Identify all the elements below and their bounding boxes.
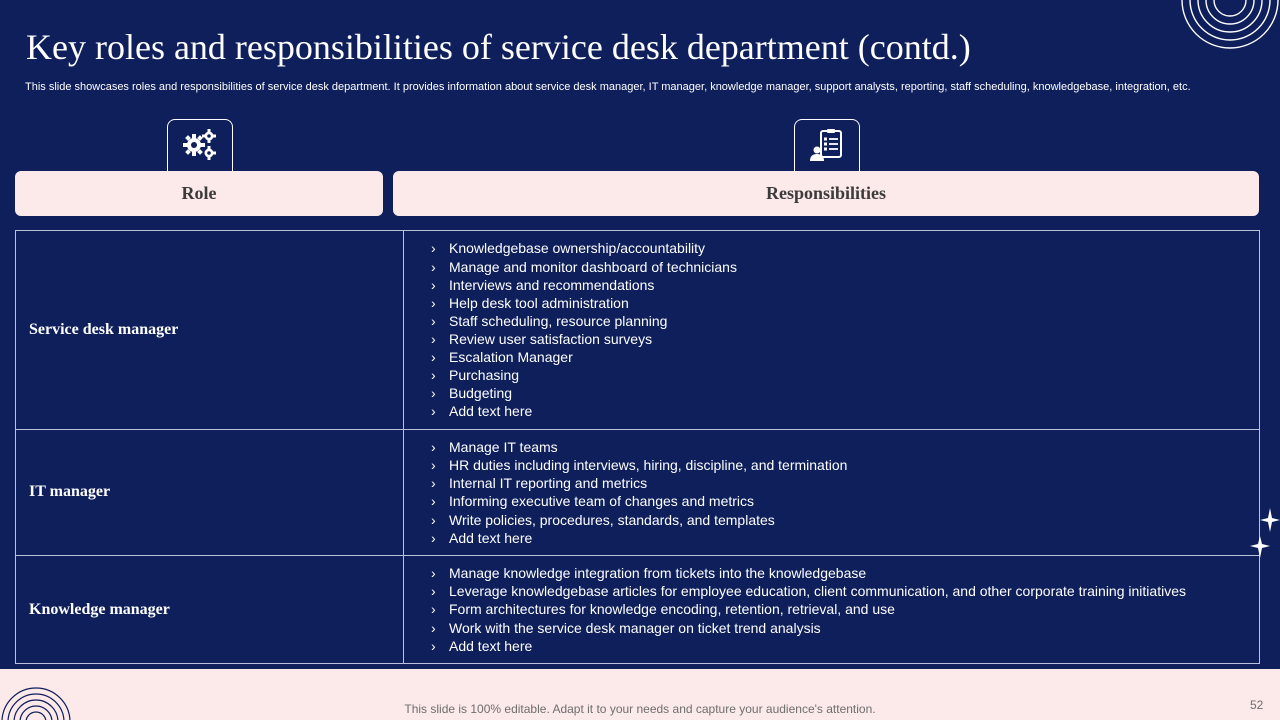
- role-name: Service desk manager: [16, 231, 404, 430]
- responsibilities-header: [393, 171, 1259, 216]
- responsibility-text: Form architectures for knowledge encoding, retention, retrieval, and use: [449, 601, 895, 618]
- responsibility-text: Purchasing: [449, 367, 520, 384]
- list-item: [431, 402, 1259, 420]
- chevron-right-icon: ›: [431, 583, 436, 600]
- chevron-right-icon: ›: [431, 457, 436, 474]
- chevron-right-icon: ›: [431, 294, 436, 311]
- list-item: [431, 276, 1259, 294]
- list-item: [431, 492, 1259, 510]
- chevron-right-icon: ›: [431, 511, 436, 528]
- responsibility-text: Manage IT teams: [449, 439, 558, 456]
- responsibility-text: Manage and monitor dashboard of technicians: [449, 258, 737, 275]
- chevron-right-icon: ›: [431, 240, 436, 257]
- list-item: [431, 564, 1259, 582]
- list-item: [431, 239, 1259, 257]
- chevron-right-icon: ›: [431, 367, 436, 384]
- role-name: Knowledge manager: [16, 556, 404, 664]
- responsibility-list: [431, 239, 1259, 420]
- list-item: [431, 258, 1259, 276]
- footer-note: This slide is 100% editable. Adapt it to your needs and capture your audience's attention.: [404, 702, 876, 716]
- list-item: [431, 529, 1259, 547]
- responsibilities-header-label: Responsibilities: [765, 183, 887, 203]
- chevron-right-icon: ›: [431, 601, 436, 618]
- roles-table-body: [16, 231, 1260, 664]
- list-item: [431, 384, 1259, 402]
- responsibility-text: Add text here: [449, 637, 533, 654]
- chevron-right-icon: ›: [431, 529, 436, 546]
- responsibility-text: Work with the service desk manager on ticket trend analysis: [449, 619, 821, 636]
- roles-table: [15, 230, 1260, 664]
- list-item: [431, 348, 1259, 366]
- chevron-right-icon: ›: [431, 330, 436, 347]
- chevron-right-icon: ›: [431, 637, 436, 654]
- responsibility-text: Staff scheduling, resource planning: [449, 312, 668, 329]
- responsibilities-icon-tab: [794, 119, 860, 175]
- chevron-right-icon: ›: [431, 565, 436, 582]
- responsibility-text: Escalation Manager: [449, 349, 573, 366]
- chevron-right-icon: ›: [431, 403, 436, 420]
- list-item: [431, 600, 1259, 618]
- responsibility-text: Manage knowledge integration from tickets into the knowledgebase: [449, 565, 867, 582]
- role-name: IT manager: [16, 429, 404, 555]
- slide-title: Key roles and responsibilities of service desk department (contd.): [26, 27, 971, 67]
- page-number: 52: [1250, 698, 1264, 712]
- responsibility-list: [431, 564, 1259, 654]
- chevron-right-icon: ›: [431, 439, 436, 456]
- responsibility-text: Knowledgebase ownership/accountability: [449, 240, 706, 257]
- list-item: [431, 637, 1259, 655]
- table-row: [16, 429, 1260, 555]
- responsibility-text: Informing executive team of changes and metrics: [449, 493, 755, 510]
- responsibility-text: Help desk tool administration: [449, 294, 629, 311]
- slide-subtitle: This slide showcases roles and responsibilities of service desk department. It provides information about service desk manager, IT manager, knowledge manager, support analysts, reporting, staff scheduling, knowledgebase, integration, etc.: [25, 81, 1191, 93]
- list-item: [431, 294, 1259, 312]
- list-item: [431, 619, 1259, 637]
- chevron-right-icon: ›: [431, 258, 436, 275]
- chevron-right-icon: ›: [431, 619, 436, 636]
- concentric-arcs-decoration: [1180, 0, 1280, 50]
- role-header: [15, 171, 383, 216]
- responsibilities-cell: [404, 556, 1260, 664]
- chevron-right-icon: ›: [431, 385, 436, 402]
- responsibilities-cell: [404, 231, 1260, 430]
- role-header-label: Role: [181, 183, 217, 203]
- role-icon-tab: [167, 119, 233, 175]
- responsibility-text: HR duties including interviews, hiring, discipline, and termination: [449, 457, 848, 474]
- chevron-right-icon: ›: [431, 349, 436, 366]
- responsibility-text: Leverage knowledgebase articles for employee education, client communication, and other corporate training initiatives: [449, 583, 1186, 600]
- chevron-right-icon: ›: [431, 312, 436, 329]
- list-item: [431, 330, 1259, 348]
- responsibilities-cell: [404, 429, 1260, 555]
- gears-icon: [182, 128, 218, 162]
- chevron-right-icon: ›: [431, 276, 436, 293]
- list-item: [431, 366, 1259, 384]
- responsibility-text: Budgeting: [449, 385, 513, 402]
- responsibility-text: Add text here: [449, 403, 533, 420]
- responsibility-text: Internal IT reporting and metrics: [449, 475, 648, 492]
- list-item: [431, 511, 1259, 529]
- table-row: [16, 231, 1260, 430]
- sparkle-decoration: [1246, 506, 1280, 564]
- list-item: [431, 438, 1259, 456]
- chevron-right-icon: ›: [431, 493, 436, 510]
- list-item: [431, 456, 1259, 474]
- list-item: [431, 474, 1259, 492]
- list-item: [431, 582, 1259, 600]
- responsibility-list: [431, 438, 1259, 547]
- responsibility-text: Add text here: [449, 529, 533, 546]
- responsibility-text: Interviews and recommendations: [449, 276, 655, 293]
- clipboard-person-icon: [809, 128, 845, 162]
- table-row: [16, 556, 1260, 664]
- list-item: [431, 312, 1259, 330]
- chevron-right-icon: ›: [431, 475, 436, 492]
- responsibility-text: Review user satisfaction surveys: [449, 330, 653, 347]
- responsibility-text: Write policies, procedures, standards, and templates: [449, 511, 775, 528]
